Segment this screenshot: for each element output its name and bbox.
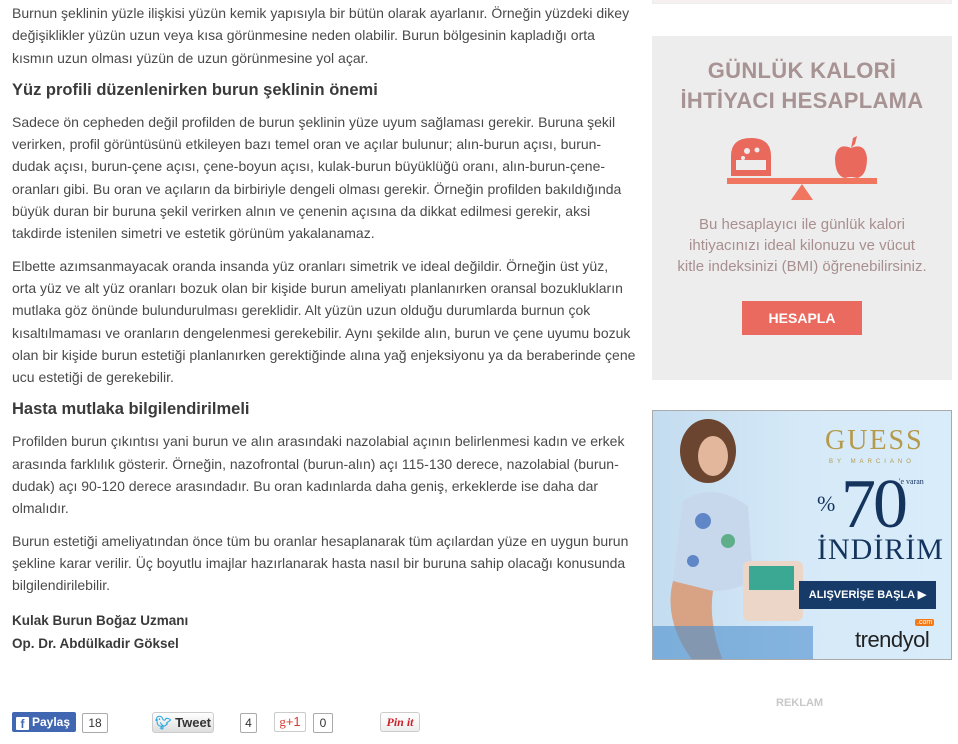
gplus-count: 0 (313, 713, 333, 733)
facebook-icon: f (16, 717, 29, 730)
ad-discount-label: İNDİRİM (817, 533, 944, 566)
facebook-count: 18 (82, 713, 108, 733)
gplus-label: +1 (285, 714, 301, 729)
widget-title: GÜNLÜK KALORİ İHTİYACI HESAPLAMA (680, 58, 924, 113)
tweet-button[interactable] (152, 712, 214, 733)
ad-upto: 'e varan (899, 477, 924, 486)
paragraph: Profilden burun çıkıntısı yani burun ve alın arasındaki nazolabial açının belirlenmesi kadın ve erkek arasında farklılık gösterir. Örneğin, nazofrontal (burun-alın) açı 115-130 derece, nazolabial (burun-dudak) açı 90-120 derece arasındadır. Bu oran kadınlarda daha geniş, erkeklerde ise daha dar olmalıdır. (12, 433, 625, 517)
guess-trendyol-ad[interactable] (652, 410, 952, 660)
ad-discount: 70 (841, 466, 905, 543)
ad-label: REKLAM (776, 697, 824, 709)
ad-sub-brand: BY MARCIANO (829, 459, 915, 465)
ad-cta-label: ALIŞVERİŞE BAŞLA (808, 589, 915, 601)
article-body (12, 2, 636, 655)
ad-store: trendyol (855, 627, 930, 652)
paragraph: Sadece ön cepheden değil profilden de burun şeklinin yüze uyum sağlaması gerekir. Buruna şekil verirken, profil görüntüsünü etkileyen bazı temel oran ve açılar bulunur; alın-burun açısı, burun-dudak açısı, burun-çene açısı, çene-boyun açısı, kulak-burun büyüklüğü oranı, alın-burun-çene-oranları gibi. Bu oran ve açıların da birbiriyle dengeli olması gerekir. Örneğin profilden bakıldığında büyük duran bir buruna şekil verirken alnın ve çenenin açısına da dikkat edilmesi gerekir, aksi takdirde istenilen simetri ve estetik görünüm yakalanamaz. (12, 113, 622, 242)
paragraph: Elbette azımsanmayacak oranda insanda yüz oranları simetrik ve ideal değildir. Örneğin üst yüz, orta yüz ve alt yüz oranları bozuk olan bir kişide burun ameliyatı planlanırken oransal bozuklukların mutlaka göz önünde bulundurulması gereklidir. Alt yüzün uzun olduğu durumlarda burnun çok kısaltılmaması ve oranların dengelenmesi gerekebilir. Aynı şekilde alın, burun ve çene uyumu bozuk olan bir kişide burun estetiği planlanırken gerektiğinde alına yağ enjeksiyonu ya da beraberinde çene ucu estetiği de gerekebilir. (12, 257, 636, 386)
sidebar-top-box (652, 0, 952, 4)
tweet-label: Tweet (175, 715, 212, 730)
ad-percent-sign: % (817, 491, 836, 516)
author-name: Op. Dr. Abdülkadir Göksel (12, 635, 179, 651)
play-arrow-icon: ▶ (917, 589, 927, 601)
paragraph: Burnun şeklinin yüzle ilişkisi yüzün kemik yapısıyla bir bütün olarak ayarlanır. Örneğin yüzdeki dikey değişiklikler yüzün uzun veya kısa görünmesine neden olabilir. Burun bölgesinin kapladığı orta kısmın uzun olması yüzün de uzun görünmesine yol açar. (12, 5, 630, 66)
section-heading: Hasta mutlaka bilgilendirilmeli (12, 400, 250, 419)
pinterest-button[interactable]: Pin it (380, 712, 420, 732)
tweet-count: 4 (240, 713, 257, 733)
section-heading: Yüz profili düzenlenirken burun şeklinin önemi (12, 80, 378, 99)
facebook-label: Paylaş (32, 715, 71, 729)
scale-icon (727, 134, 877, 200)
widget-description: Bu hesaplayıcı ile günlük kalori ihtiyacınızı ideal kilonuzu ve vücut kitle indeksinizi (BMI) öğrenebilirsiniz. (677, 216, 927, 275)
author-title: Kulak Burun Boğaz Uzmanı (12, 612, 189, 628)
ad-store-tld: .com (917, 619, 933, 626)
google-g-icon: g (279, 714, 286, 729)
paragraph: Burun estetiği ameliyatından önce tüm bu oranlar hesaplanarak tüm açılardan yüze en uygun burun şekline karar verilir. Üç boyutlu imajlar hazırlanarak hasta nasıl bir buruna sahip olacağı konusunda bilgilendirilebilir. (12, 532, 629, 594)
twitter-bird-icon: 🐦︎ (154, 715, 172, 730)
google-plus-button[interactable] (274, 712, 306, 732)
facebook-share-button[interactable] (12, 712, 76, 732)
calculate-button[interactable]: HESAPLA (742, 301, 862, 335)
model-photo (653, 411, 813, 660)
ad-brand: GUESS (825, 425, 924, 456)
ad-cta-button[interactable] (799, 581, 936, 609)
calorie-calculator-widget (652, 36, 952, 380)
